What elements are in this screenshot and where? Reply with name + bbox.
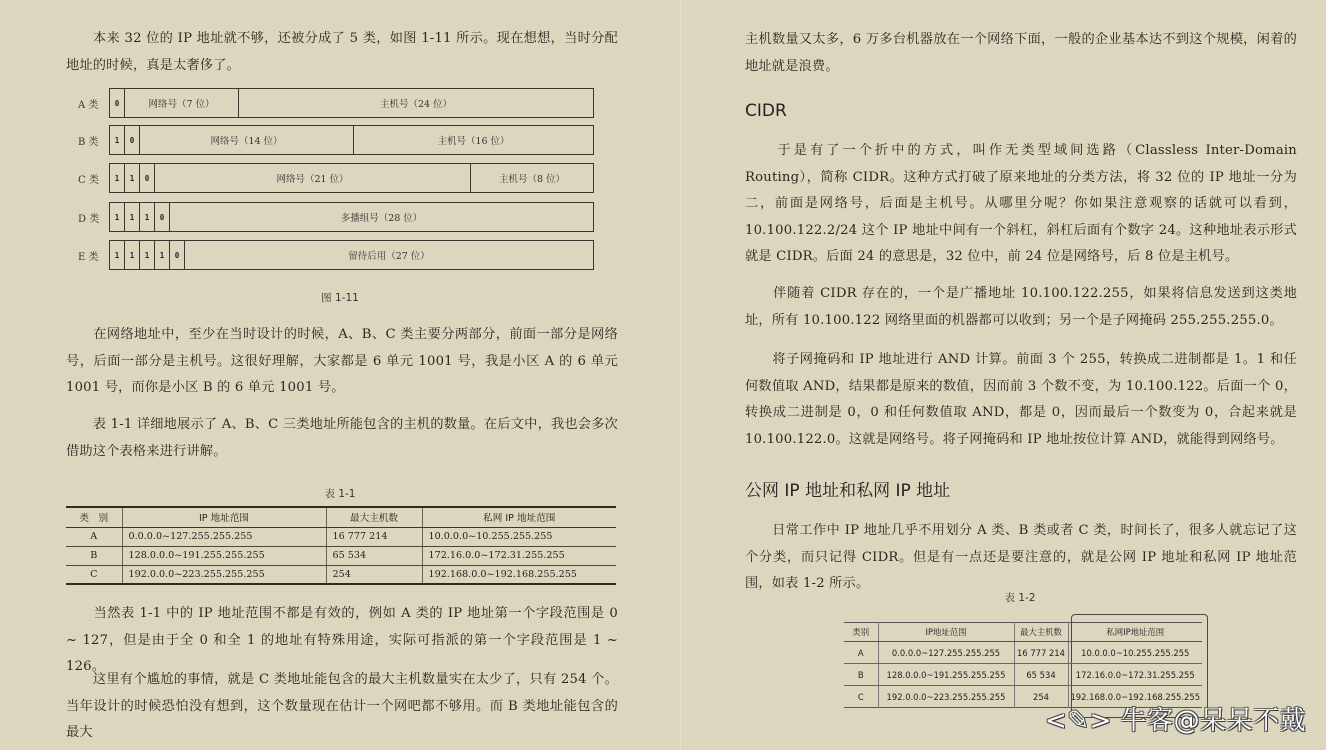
- table-cell: 254: [326, 565, 422, 584]
- figure-row-label: E 类: [78, 251, 99, 263]
- table-cell: 65 534: [1014, 664, 1068, 686]
- table-header-row: [844, 623, 1202, 642]
- table-cell: 65 534: [326, 546, 422, 565]
- figure-row-label: B 类: [78, 136, 99, 148]
- page-gutter: [680, 0, 681, 750]
- table-row: [66, 546, 616, 565]
- table-cell: 16 777 214: [1014, 642, 1068, 664]
- paragraph: 日常工作中 IP 地址几乎不用划分 A 类、B 类或者 C 类，时间长了，很多人就忘记了这个分类，而只记得 CIDR。但是有一点还是要注意的，就是公网 IP 地址和私网 IP 地址范围，如表 1-2 所示。: [745, 523, 1297, 591]
- table-header: 最大主机数: [326, 507, 422, 527]
- table-cell: 172.16.0.0~172.31.255.255: [422, 546, 616, 565]
- figure-caption: 图 1-11: [321, 292, 359, 304]
- table-header: IP地址范围: [878, 623, 1014, 642]
- watermark-logo-icon: <✎>: [1045, 706, 1112, 736]
- paragraph: 将子网掩码和 IP 地址进行 AND 计算。前面 3 个 255，转换成二进制都是 1。1 和任何数值取 AND，结果都是原来的数值，因而前 3 个数不变，为 10.100.122。后面一个 0，转换成二进制是 0，0 和任何数值取 AND，都是 0，因而最后一个数变为 0，合起来就是 10.100.122.0。这就是网络号。将子网掩码和 IP 地址按位计算 AND，就能得到网络号。: [745, 352, 1302, 447]
- watermark-text: 牛客@呆呆不戴: [1120, 706, 1307, 736]
- figure-segment: 多播组号（28 位）: [340, 213, 423, 224]
- bit-cell: 1: [110, 164, 125, 192]
- paragraph: 表 1-1 详细地展示了 A、B、C 三类地址所能包含的主机的数量。在后文中，我也会多次借助这个表格来进行讲解。: [66, 417, 618, 459]
- table-header: 最大主机数: [1014, 623, 1068, 642]
- figure-segment: 主机号（24 位）: [379, 99, 453, 110]
- table-cell: 16 777 214: [326, 527, 422, 546]
- table-row: [66, 565, 616, 584]
- bit-cell: 1: [110, 203, 125, 231]
- paragraph: 当然表 1-1 中的 IP 地址范围不都是有效的，例如 A 类的 IP 地址第一个字段范围是 0 ~ 127，但是由于全 0 和全 1 的地址有特殊用途，实际可指派的第一个字段范围是 1 ~ 126。: [66, 606, 623, 674]
- paragraph: 本来 32 位的 IP 地址就不够，还被分成了 5 类，如图 1-11 所示。现在想想，当时分配地址的时候，真是太奢侈了。: [66, 31, 618, 73]
- figure-segment: 网络号（14 位）: [140, 126, 354, 154]
- figure-segment: 主机号（16 位）: [437, 136, 510, 147]
- bit-cell: 1: [110, 241, 125, 269]
- table-cell: C: [844, 686, 878, 708]
- figure-row-d: [78, 202, 423, 232]
- figure-row-e: [78, 240, 430, 270]
- paragraph: 于是有了一个折中的方式，叫作无类型域间选路（Classless Inter-Domain Routing），简称 CIDR。这种方式打破了原来地址的分类方法，将 32 位的 IP 地址一分为二，前面是网络号，后面是主机号。从哪里分呢？你如果注意观察的话就可以看到，10.100.122.2/24 这个 IP 地址中间有一个斜杠，斜杠后面有个数字 24。这种地址表示形式就是 CIDR。后面 24 的意思是，32 位中，前 24 位是网络号，后 8 位是主机号。: [745, 143, 1302, 264]
- bit-cell: 1: [110, 126, 125, 154]
- section-heading: CIDR: [745, 101, 787, 121]
- paragraph: 伴随着 CIDR 存在的，一个是广播地址 10.100.122.255，如果将信息发送到这类地址，所有 10.100.122 网络里面的机器都可以收到；另一个是子网掩码 255.255.255.0。: [745, 286, 1297, 328]
- table-cell: 0.0.0.0~127.255.255.255: [878, 642, 1014, 664]
- bit-cell: 0: [140, 164, 155, 192]
- table-header: 私网 IP 地址范围: [422, 507, 616, 527]
- bit-cell: 0: [170, 241, 185, 269]
- table-header: IP 地址范围: [122, 507, 326, 527]
- bit-cell: 0: [155, 203, 170, 231]
- public-private-ip-table: [844, 622, 1202, 708]
- bit-cell: 1: [140, 241, 155, 269]
- table-row: [844, 642, 1202, 664]
- paragraph: 主机数量又太多，6 万多台机器放在一个网络下面，一般的企业基本达不到这个规模，闲着的地址就是浪费。: [745, 32, 1297, 74]
- figure-row-label: A 类: [78, 99, 99, 111]
- table-cell: 172.16.0.0~172.31.255.255: [1068, 664, 1202, 686]
- table-cell: 10.0.0.0~10.255.255.255: [422, 527, 616, 546]
- bit-cell: 1: [155, 241, 170, 269]
- table-cell: 254: [1014, 686, 1068, 708]
- figure-row-label: C 类: [78, 174, 99, 186]
- figure-row-c: [78, 163, 566, 193]
- figure-segment: 网络号（7 位）: [125, 89, 239, 117]
- watermark: [1045, 700, 1306, 737]
- figure-segment: 网络号（21 位）: [155, 164, 471, 192]
- table-caption: 表 1-1: [324, 488, 356, 500]
- table-header-row: [66, 507, 616, 527]
- bit-cell: 0: [110, 89, 125, 117]
- figure-row-label: D 类: [78, 213, 100, 225]
- paragraph: 这里有个尴尬的事情，就是 C 类地址能包含的最大主机数量实在太少了，只有 254 个。当年设计的时候恐怕没有想到，这个数量现在估计一个网吧都不够用。而 B 类地址能包含的最大: [66, 672, 618, 740]
- table-header: 类别: [844, 623, 878, 642]
- table-cell: 0.0.0.0~127.255.255.255: [122, 527, 326, 546]
- table-cell: 10.0.0.0~10.255.255.255: [1068, 642, 1202, 664]
- bit-cell: 0: [125, 126, 140, 154]
- table-cell: 192.168.0.0~192.168.255.255: [1070, 691, 1201, 702]
- table-cell: A: [66, 527, 122, 546]
- table-cell: 192.0.0.0~223.255.255.255: [122, 565, 326, 584]
- section-heading: 公网 IP 地址和私网 IP 地址: [745, 481, 951, 501]
- bit-cell: 1: [125, 164, 140, 192]
- figure-segment: 留待后用（27 位）: [348, 251, 430, 262]
- bit-cell: 1: [140, 203, 155, 231]
- table-cell: B: [66, 546, 122, 565]
- table-header: 类 别: [66, 507, 122, 527]
- table-cell: C: [66, 565, 122, 584]
- figure-row-b: [78, 125, 510, 155]
- figure-row-a: [78, 88, 453, 118]
- table-cell: 192.168.0.0~192.168.255.255: [428, 568, 577, 580]
- table-header: 私网IP地址范围: [1068, 623, 1202, 642]
- paragraph: 在网络地址中，至少在当时设计的时候，A、B、C 类主要分两部分，前面一部分是网络号，后面一部分是主机号。这很好理解，大家都是 6 单元 1001 号，我是小区 A 的 6 单元 1001 号，而你是小区 B 的 6 单元 1001 号。: [66, 327, 623, 395]
- bit-cell: 1: [125, 203, 140, 231]
- table-cell: 192.0.0.0~223.255.255.255: [878, 686, 1014, 708]
- figure-segment: 主机号（8 位）: [498, 174, 566, 185]
- table-cell: 128.0.0.0~191.255.255.255: [122, 546, 326, 565]
- table-caption: 表 1-2: [1004, 592, 1036, 604]
- table-cell: 128.0.0.0~191.255.255.255: [878, 664, 1014, 686]
- table-cell: B: [844, 664, 878, 686]
- table-row: [66, 527, 616, 546]
- table-row: [844, 664, 1202, 686]
- table-cell: A: [844, 642, 878, 664]
- ip-class-table: [66, 506, 616, 585]
- bit-cell: 1: [125, 241, 140, 269]
